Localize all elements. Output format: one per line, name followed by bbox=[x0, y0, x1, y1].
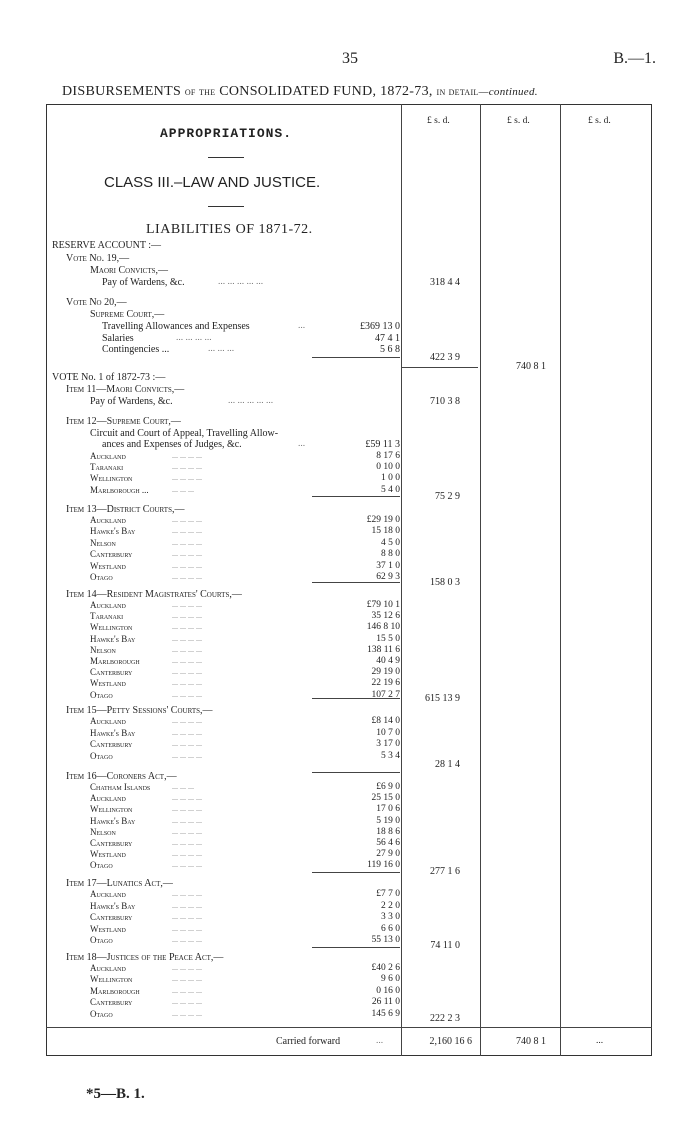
carried-forward-col2: 740 8 1 bbox=[516, 1036, 546, 1047]
leader-dots: ... ... ... ... bbox=[172, 716, 202, 725]
line-item-name: Otago bbox=[90, 1009, 113, 1019]
title-fund: CONSOLIDATED FUND, 1872-73, bbox=[219, 84, 433, 99]
vote-19-total: 318 4 4 bbox=[430, 277, 460, 288]
heading-appropriations: APPROPRIATIONS. bbox=[160, 126, 293, 141]
line-item-amount: £7 7 0 bbox=[376, 889, 400, 899]
leader-dots: ... ... ... ... bbox=[172, 751, 202, 760]
item-11-total: 710 3 8 bbox=[430, 396, 460, 407]
line-item-amount: 8 8 0 bbox=[381, 549, 400, 559]
column-divider-2 bbox=[480, 104, 481, 1056]
column-divider-1 bbox=[401, 104, 402, 1056]
leader-dots: ... ... ... ... bbox=[172, 889, 202, 898]
item-15-total: 28 1 4 bbox=[435, 759, 460, 770]
leader-dots: ... ... ... ... bbox=[172, 645, 202, 654]
line-item-amount: 62 9 3 bbox=[376, 572, 400, 582]
leader-dots: ... ... ... ... bbox=[172, 974, 202, 983]
item-12-description-line-1: Circuit and Court of Appeal, Travelling Allow- bbox=[90, 428, 279, 439]
sum-rule bbox=[312, 947, 400, 948]
leader-dots: ... ... ... ... bbox=[172, 912, 202, 921]
leader-dots: ... ... ... ... bbox=[172, 804, 202, 813]
line-item-amount: 1 0 0 bbox=[381, 473, 400, 483]
item-12-judges-amount: £59 11 3 bbox=[365, 439, 400, 450]
vote-19-label: Vote No. 19,— bbox=[66, 253, 130, 264]
line-item-amount: £79 10 1 bbox=[366, 600, 400, 610]
line-item-name: Hawke's Bay bbox=[90, 728, 136, 738]
leader-dots: ... ... ... ... bbox=[172, 793, 202, 802]
heading-liabilities: LIABILITIES OF 1871-72. bbox=[146, 222, 313, 237]
item-17-label: Item 17—Lunatics Act,— bbox=[66, 878, 173, 889]
leader-dots: ... ... ... ... bbox=[172, 572, 202, 581]
line-item-amount: 40 4 9 bbox=[376, 656, 400, 666]
sum-rule bbox=[312, 496, 400, 497]
item-12-description-line-2: ances and Expenses of Judges, &c. bbox=[102, 439, 242, 450]
leader-dots: ... ... ... ... bbox=[172, 678, 202, 687]
line-item-name: Auckland bbox=[90, 515, 126, 525]
leader-dots: ... ... ... ... bbox=[172, 739, 202, 748]
leader-dots: ... ... ... ... bbox=[172, 924, 202, 933]
line-item-amount: 26 11 0 bbox=[371, 997, 400, 1007]
line-item-name: Nelson bbox=[90, 538, 116, 548]
line-item-amount: 56 4 6 bbox=[376, 838, 400, 848]
maori-convicts-label: Maori Convicts,— bbox=[90, 265, 169, 276]
leader-dots: ... ... ... ... bbox=[172, 849, 202, 858]
line-item-name: Wellington bbox=[90, 974, 133, 984]
item-13-label: Item 13—District Courts,— bbox=[66, 504, 185, 515]
sum-rule bbox=[312, 698, 400, 699]
line-item-name: Canterbury bbox=[90, 997, 133, 1007]
line-item-name: Westland bbox=[90, 849, 126, 859]
line-item-name: Canterbury bbox=[90, 667, 133, 677]
line-item-name: Auckland bbox=[90, 793, 126, 803]
leader-dots: ... ... ... ... bbox=[172, 656, 202, 665]
item-14-label: Item 14—Resident Magistrates' Courts,— bbox=[66, 589, 242, 600]
item-14-total: 615 13 9 bbox=[425, 693, 460, 704]
leader-dots: ... bbox=[376, 1036, 384, 1046]
column-divider-3 bbox=[560, 104, 561, 1056]
leader-dots: ... ... ... bbox=[172, 782, 194, 791]
leader-dots: ... ... ... bbox=[172, 485, 194, 494]
item-16-label: Item 16—Coroners Act,— bbox=[66, 771, 177, 782]
travelling-allowances-amount: £369 13 0 bbox=[360, 321, 400, 332]
leader-dots: ... bbox=[298, 321, 306, 331]
line-item-name: Marlborough ... bbox=[90, 485, 149, 495]
line-item-name: Otago bbox=[90, 751, 113, 761]
line-item-amount: 37 1 0 bbox=[376, 561, 400, 571]
vote-20-label: Vote No 20,— bbox=[66, 297, 127, 308]
line-item-amount: 9 6 0 bbox=[381, 974, 400, 984]
reserve-account-title: RESERVE ACCOUNT :— bbox=[52, 240, 162, 251]
line-item-name: Auckland bbox=[90, 963, 126, 973]
leader-dots: ... ... ... ... bbox=[172, 622, 202, 631]
line-item-amount: £29 19 0 bbox=[366, 515, 400, 525]
line-item-amount: 15 18 0 bbox=[371, 526, 400, 536]
leader-dots: ... ... ... ... bbox=[172, 901, 202, 910]
item-13-total: 158 0 3 bbox=[430, 577, 460, 588]
line-item-amount: 3 17 0 bbox=[376, 739, 400, 749]
line-item-name: Hawke's Bay bbox=[90, 901, 136, 911]
leader-dots: ... ... ... ... bbox=[172, 611, 202, 620]
line-item-amount: 0 10 0 bbox=[376, 462, 400, 472]
line-item-amount: £6 9 0 bbox=[376, 782, 400, 792]
leader-dots: ... ... ... ... bbox=[172, 451, 202, 460]
leader-dots: ... ... ... ... bbox=[172, 986, 202, 995]
leader-dots: ... ... ... ... bbox=[172, 1009, 202, 1018]
salaries-label: Salaries bbox=[102, 333, 134, 344]
leader-dots: ... bbox=[298, 439, 306, 449]
sum-rule bbox=[402, 367, 478, 368]
line-item-name: Taranaki bbox=[90, 462, 124, 472]
leader-dots: ... ... ... ... ... bbox=[218, 277, 264, 287]
line-item-name: Auckland bbox=[90, 451, 126, 461]
leader-dots: ... ... ... ... bbox=[172, 816, 202, 825]
line-item-name: Hawke's Bay bbox=[90, 634, 136, 644]
line-item-name: Nelson bbox=[90, 827, 116, 837]
line-item-name: Auckland bbox=[90, 889, 126, 899]
line-item-name: Westland bbox=[90, 678, 126, 688]
leader-dots: ... ... ... ... bbox=[172, 473, 202, 482]
leader-dots: ... ... ... ... bbox=[172, 997, 202, 1006]
line-item-amount: £8 14 0 bbox=[371, 716, 400, 726]
vote-1-title: VOTE No. 1 of 1872-73 :— bbox=[52, 372, 166, 383]
title-main: DISBURSEMENTS bbox=[62, 84, 182, 99]
line-item-amount: 55 13 0 bbox=[371, 935, 400, 945]
leader-dots: ... ... ... ... bbox=[172, 561, 202, 570]
salaries-amount: 47 4 1 bbox=[375, 333, 400, 344]
title-of-the: of the bbox=[184, 84, 216, 98]
line-item-name: Auckland bbox=[90, 600, 126, 610]
contingencies-label: Contingencies ... bbox=[102, 344, 170, 355]
carried-forward-col3: ... bbox=[596, 1036, 604, 1046]
line-item-amount: 27 9 0 bbox=[376, 849, 400, 859]
sum-rule bbox=[312, 582, 400, 583]
column-header-3: £ s. d. bbox=[588, 116, 611, 126]
leader-dots: ... ... ... ... bbox=[172, 963, 202, 972]
line-item-name: Wellington bbox=[90, 473, 133, 483]
leader-dots: ... ... ... ... bbox=[172, 515, 202, 524]
leader-dots: ... ... ... ... bbox=[172, 827, 202, 836]
line-item-amount: 3 3 0 bbox=[381, 912, 400, 922]
line-item-name: Taranaki bbox=[90, 611, 124, 621]
line-item-name: Westland bbox=[90, 561, 126, 571]
item-16-total: 277 1 6 bbox=[430, 866, 460, 877]
item-11-label: Item 11—Maori Convicts,— bbox=[66, 384, 185, 395]
line-item-name: Wellington bbox=[90, 622, 133, 632]
line-item-amount: 17 0 6 bbox=[376, 804, 400, 814]
item-12-total: 75 2 9 bbox=[435, 491, 460, 502]
leader-dots: ... ... ... ... bbox=[172, 462, 202, 471]
item-18-label: Item 18—Justices of the Peace Act,— bbox=[66, 952, 224, 963]
footer-code: *5—B. 1. bbox=[86, 1086, 145, 1102]
line-item-amount: 5 3 4 bbox=[381, 751, 400, 761]
line-item-amount: 6 6 0 bbox=[381, 924, 400, 934]
item-12-label: Item 12—Supreme Court,— bbox=[66, 416, 181, 427]
line-item-name: Hawke's Bay bbox=[90, 526, 136, 536]
line-item-name: Westland bbox=[90, 924, 126, 934]
leader-dots: ... ... ... ... bbox=[172, 600, 202, 609]
line-item-name: Hawke's Bay bbox=[90, 816, 136, 826]
item-15-label: Item 15—Petty Sessions' Courts,— bbox=[66, 705, 213, 716]
reserve-account-total: 740 8 1 bbox=[516, 361, 546, 372]
column-header-2: £ s. d. bbox=[507, 116, 530, 126]
divider-rule bbox=[208, 157, 244, 158]
line-item-name: Nelson bbox=[90, 645, 116, 655]
title-in-detail: in detail bbox=[436, 86, 479, 98]
line-item-amount: 5 19 0 bbox=[376, 816, 400, 826]
line-item-amount: 2 2 0 bbox=[381, 901, 400, 911]
title-continued: —continued. bbox=[478, 86, 538, 98]
line-item-amount: 22 19 6 bbox=[371, 678, 400, 688]
line-item-name: Otago bbox=[90, 935, 113, 945]
line-item-name: Canterbury bbox=[90, 549, 133, 559]
leader-dots: ... ... ... ... bbox=[172, 667, 202, 676]
line-item-name: Otago bbox=[90, 690, 113, 700]
line-item-amount: 4 5 0 bbox=[381, 538, 400, 548]
line-item-name: Chatham Islands bbox=[90, 782, 151, 792]
carried-forward-rule bbox=[46, 1027, 652, 1028]
page-title bbox=[62, 84, 538, 100]
line-item-amount: 146 8 10 bbox=[366, 622, 400, 632]
line-item-name: Canterbury bbox=[90, 739, 133, 749]
line-item-amount: 145 6 9 bbox=[371, 1009, 400, 1019]
line-item-amount: 18 8 6 bbox=[376, 827, 400, 837]
leader-dots: ... ... ... ... bbox=[172, 538, 202, 547]
divider-rule bbox=[208, 206, 244, 207]
column-header-1: £ s. d. bbox=[427, 116, 450, 126]
line-item-name: Marlborough bbox=[90, 986, 140, 996]
leader-dots: ... ... ... ... ... bbox=[228, 396, 274, 406]
line-item-amount: 15 5 0 bbox=[376, 634, 400, 644]
heading-class: CLASS III.–LAW AND JUSTICE. bbox=[104, 174, 321, 191]
leader-dots: ... ... ... ... bbox=[172, 935, 202, 944]
item-11-pay-label: Pay of Wardens, &c. bbox=[90, 396, 173, 407]
vote-20-total: 422 3 9 bbox=[430, 352, 460, 363]
sum-rule bbox=[312, 357, 400, 358]
line-item-name: Marlborough bbox=[90, 656, 140, 666]
line-item-amount: 35 12 6 bbox=[371, 611, 400, 621]
contingencies-amount: 5 6 8 bbox=[380, 344, 400, 355]
carried-forward-label: Carried forward bbox=[276, 1036, 341, 1047]
line-item-name: Auckland bbox=[90, 716, 126, 726]
line-item-amount: 10 7 0 bbox=[376, 728, 400, 738]
document-code: B.—1. bbox=[613, 50, 656, 67]
line-item-name: Otago bbox=[90, 572, 113, 582]
line-item-amount: 119 16 0 bbox=[367, 860, 400, 870]
pay-of-wardens-label: Pay of Wardens, &c. bbox=[102, 277, 185, 288]
leader-dots: ... ... ... ... bbox=[172, 860, 202, 869]
leader-dots: ... ... ... ... bbox=[172, 690, 202, 699]
line-item-name: Canterbury bbox=[90, 912, 133, 922]
line-item-amount: 138 11 6 bbox=[367, 645, 400, 655]
item-18-total: 222 2 3 bbox=[430, 1013, 460, 1024]
line-item-amount: 29 19 0 bbox=[371, 667, 400, 677]
page-number: 35 bbox=[342, 50, 358, 67]
line-item-amount: 0 16 0 bbox=[376, 986, 400, 996]
leader-dots: ... ... ... ... bbox=[172, 549, 202, 558]
line-item-name: Wellington bbox=[90, 804, 133, 814]
line-item-name: Canterbury bbox=[90, 838, 133, 848]
leader-dots: ... ... ... ... bbox=[172, 728, 202, 737]
leader-dots: ... ... ... ... bbox=[176, 333, 212, 343]
leader-dots: ... ... ... bbox=[208, 344, 235, 354]
line-item-amount: 25 15 0 bbox=[371, 793, 400, 803]
leader-dots: ... ... ... ... bbox=[172, 838, 202, 847]
line-item-name: Otago bbox=[90, 860, 113, 870]
travelling-allowances-label: Travelling Allowances and Expenses bbox=[102, 321, 250, 332]
leader-dots: ... ... ... ... bbox=[172, 634, 202, 643]
line-item-amount: £40 2 6 bbox=[371, 963, 400, 973]
supreme-court-label: Supreme Court,— bbox=[90, 309, 165, 320]
sum-rule bbox=[312, 772, 400, 773]
line-item-amount: 107 2 7 bbox=[371, 690, 400, 700]
carried-forward-col1: 2,160 16 6 bbox=[429, 1036, 472, 1047]
leader-dots: ... ... ... ... bbox=[172, 526, 202, 535]
item-17-total: 74 11 0 bbox=[430, 940, 460, 951]
sum-rule bbox=[312, 872, 400, 873]
line-item-amount: 5 4 0 bbox=[381, 485, 400, 495]
line-item-amount: 8 17 6 bbox=[376, 451, 400, 461]
